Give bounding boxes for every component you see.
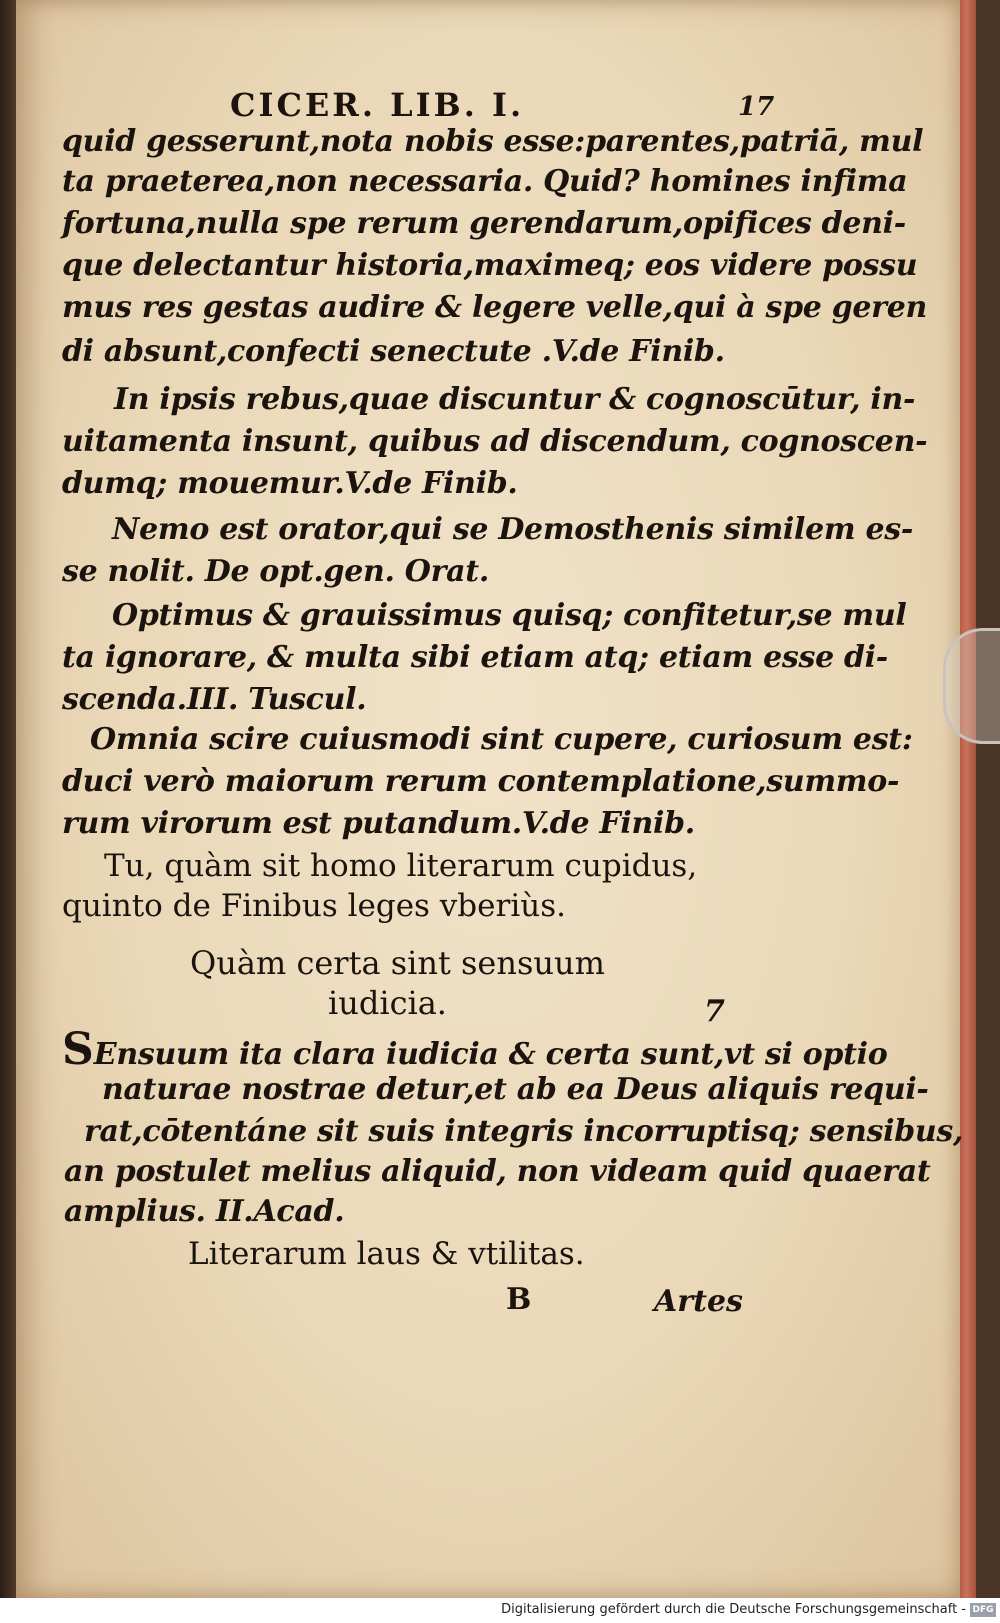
text-line: uitamenta insunt, quibus ad discendum, cognoscen- xyxy=(62,424,928,459)
text-line: rum virorum est putandum.V.de Finib. xyxy=(62,806,695,841)
signature-mark: B xyxy=(506,1282,532,1317)
margin-number: 7 xyxy=(704,994,725,1029)
initial-letter: S xyxy=(62,1024,94,1075)
text-line: scenda.III. Tuscul. xyxy=(62,682,367,717)
section-body-line: Ensuum ita clara iudicia & certa sunt,vt si optio xyxy=(93,1037,888,1072)
section-heading-line1: Quàm certa sint sensuum xyxy=(190,944,605,982)
text-line: ta praeterea,non necessaria. Quid? homines infima xyxy=(62,164,908,199)
section-body-first-line xyxy=(62,1024,887,1075)
text-line: Optimus & grauissimus quisq; confitetur,se mul xyxy=(112,598,907,633)
text-line: se nolit. De opt.gen. Orat. xyxy=(62,554,489,589)
text-line: mus res gestas audire & legere velle,qui à spe geren xyxy=(62,290,927,325)
section-body-line: rat,cōtentáne sit suis integris incorruptisq; sensibus, xyxy=(84,1114,964,1149)
section-body-line: an postulet melius aliquid, non videam quid quaerat xyxy=(64,1154,931,1189)
running-head: CICER. LIB. I. xyxy=(230,86,525,124)
catchword: Artes xyxy=(654,1284,743,1319)
text-line: dumq; mouemur.V.de Finib. xyxy=(62,466,518,501)
text-line: quinto de Finibus leges vberiùs. xyxy=(62,888,566,924)
text-line: Omnia scire cuiusmodi sint cupere, curiosum est: xyxy=(90,722,913,757)
text-line: que delectantur historia,maximeq; eos videre possu xyxy=(62,248,918,283)
page-number: 17 xyxy=(738,92,775,122)
page-edge xyxy=(960,0,976,1598)
text-line: di absunt,confecti senectute .V.de Finib. xyxy=(62,334,725,369)
text-line: Nemo est orator,qui se Demosthenis similem es- xyxy=(112,512,913,547)
text-line: duci verò maiorum rerum contemplatione,summo- xyxy=(62,764,900,799)
section-heading-line2: iudicia. xyxy=(328,984,447,1022)
text-line: fortuna,nulla spe rerum gerendarum,opifices deni- xyxy=(62,206,906,241)
footer-credit: Digitalisierung gefördert durch die Deutsche Forschungsgemeinschaft - xyxy=(501,1602,966,1617)
text-line: quid gesserunt,nota nobis esse:parentes,patriā, mul xyxy=(62,124,924,159)
text-line: In ipsis rebus,quae discuntur & cognoscūtur, in- xyxy=(114,382,916,417)
section-body-line: naturae nostrae detur,et ab ea Deus aliquis requi- xyxy=(102,1072,929,1107)
text-line: ta ignorare, & multa sibi etiam atq; etiam esse di- xyxy=(62,640,888,675)
dfg-logo: DFG xyxy=(970,1603,996,1617)
text-line: Tu, quàm sit homo literarum cupidus, xyxy=(104,848,698,884)
footer-bar xyxy=(0,1598,1000,1623)
next-section-heading: Literarum laus & vtilitas. xyxy=(188,1236,585,1272)
section-body-line: amplius. II.Acad. xyxy=(64,1194,345,1229)
scanner-clip xyxy=(943,628,1000,744)
